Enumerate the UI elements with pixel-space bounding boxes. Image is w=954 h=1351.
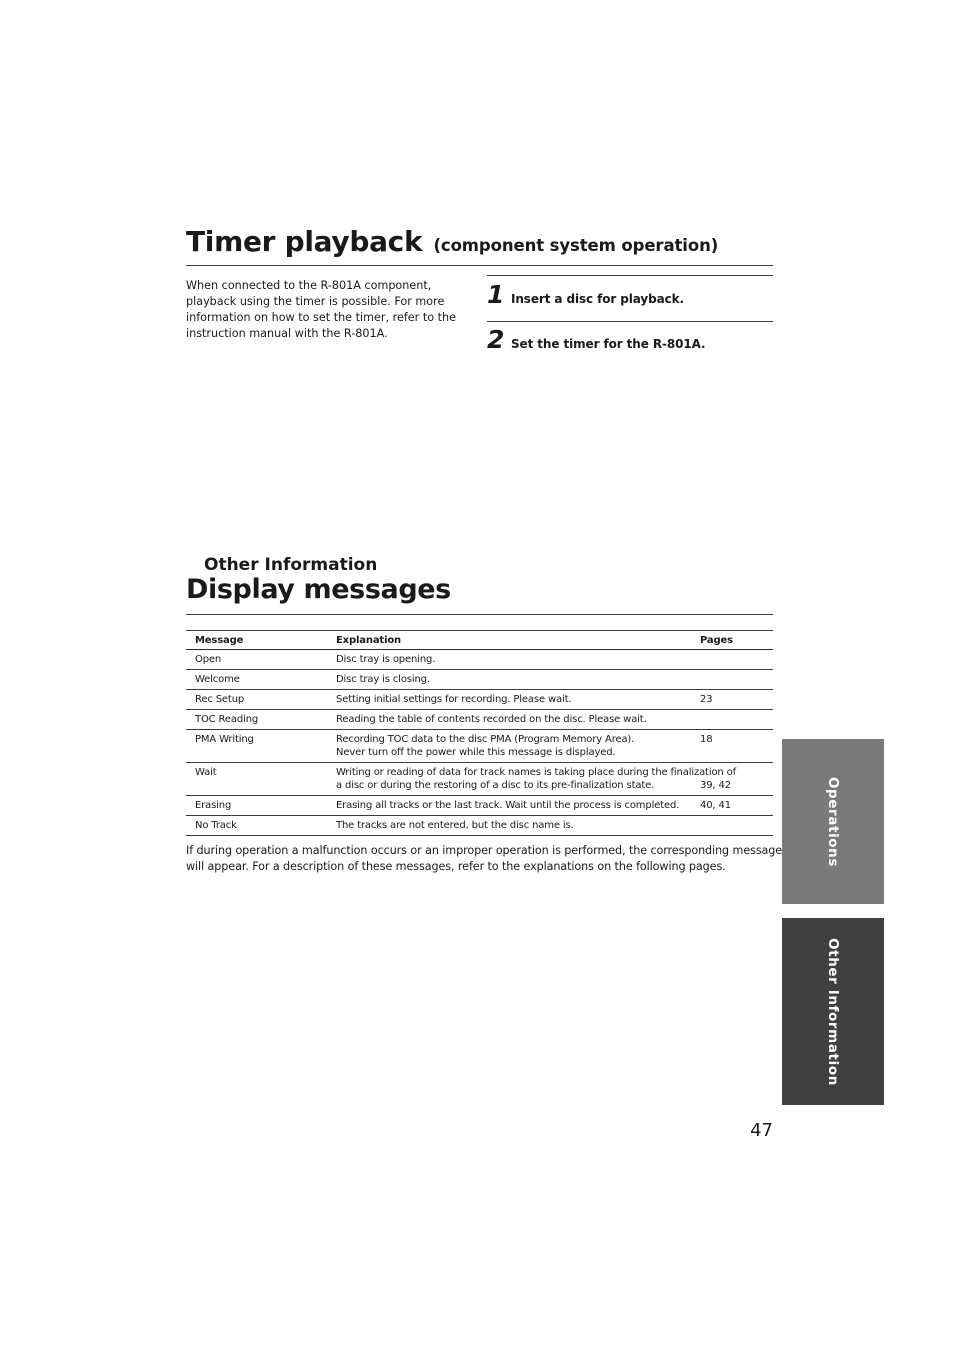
table-row xyxy=(186,816,773,836)
display-messages-table xyxy=(186,630,773,836)
pages-cell xyxy=(700,816,773,836)
explanation-cell: Setting initial settings for recording. Please wait. xyxy=(327,690,700,710)
table-row xyxy=(186,763,773,796)
malfunction-note: If during operation a malfunction occurs or an improper operation is performed, the corresponding message will appear. For a description of these messages, refer to the explanations on the following pages. xyxy=(186,844,783,873)
step-2-number: 2 xyxy=(487,325,505,354)
message-cell: Erasing xyxy=(186,796,327,816)
step-2-text: Set the timer for the R-801A. xyxy=(511,337,706,351)
column-header-message: Message xyxy=(186,631,327,650)
message-cell: Wait xyxy=(186,763,327,796)
side-tab-other-information-label: Other Information xyxy=(825,937,841,1086)
explanation-cell: Disc tray is closing. xyxy=(327,670,700,690)
table-row xyxy=(186,710,773,730)
column-header-explanation: Explanation xyxy=(327,631,700,650)
display-heading-rule xyxy=(186,614,773,615)
side-tab-other-information[interactable] xyxy=(782,918,884,1105)
step-1-number: 1 xyxy=(487,280,505,309)
message-cell: PMA Writing xyxy=(186,730,327,763)
timer-intro-text: When connected to the R-801A component, playback using the timer is possible. For more information on how to set the timer, refer to the instruction manual with the R-801A. xyxy=(186,279,456,340)
explanation-cell: Writing or reading of data for track names is taking place during the finalization of a disc or during the restoring of a disc to its pre-finalization state. xyxy=(327,763,700,796)
timer-playback-title: Timer playback xyxy=(186,225,423,258)
timer-playback-heading xyxy=(186,224,718,256)
timer-playback-subtitle: (component system operation) xyxy=(433,236,719,255)
step-2 xyxy=(487,327,705,352)
display-messages-title: Display messages xyxy=(186,574,451,605)
side-tab-operations[interactable] xyxy=(782,739,884,904)
pages-cell: 23 xyxy=(700,690,773,710)
message-cell: TOC Reading xyxy=(186,710,327,730)
page-number: 47 xyxy=(750,1120,773,1141)
timer-heading-rule xyxy=(186,265,773,266)
pages-cell: 40, 41 xyxy=(700,796,773,816)
message-cell: Welcome xyxy=(186,670,327,690)
explanation-cell: Recording TOC data to the disc PMA (Program Memory Area). Never turn off the power while this message is displayed. xyxy=(327,730,700,763)
pages-cell: 18 xyxy=(700,730,773,763)
pages-cell xyxy=(700,710,773,730)
column-header-pages: Pages xyxy=(700,631,773,650)
table-row xyxy=(186,796,773,816)
step-1-text: Insert a disc for playback. xyxy=(511,292,684,306)
step-2-rule xyxy=(487,321,773,322)
message-cell: Rec Setup xyxy=(186,690,327,710)
explanation-cell: Reading the table of contents recorded on the disc. Please wait. xyxy=(327,710,700,730)
pages-cell: 39, 42 xyxy=(700,763,773,796)
message-cell: Open xyxy=(186,650,327,670)
explanation-cell: Disc tray is opening. xyxy=(327,650,700,670)
step-1-rule xyxy=(487,275,773,276)
table-header-row xyxy=(186,631,773,650)
table-row xyxy=(186,690,773,710)
side-tab-operations-label: Operations xyxy=(825,776,841,867)
table-row xyxy=(186,670,773,690)
message-cell: No Track xyxy=(186,816,327,836)
step-1 xyxy=(487,282,684,307)
table-row xyxy=(186,730,773,763)
section-category-label: Other Information xyxy=(204,555,378,575)
table-row xyxy=(186,650,773,670)
explanation-cell: The tracks are not entered, but the disc name is. xyxy=(327,816,700,836)
pages-cell xyxy=(700,670,773,690)
pages-cell xyxy=(700,650,773,670)
explanation-cell: Erasing all tracks or the last track. Wait until the process is completed. xyxy=(327,796,700,816)
